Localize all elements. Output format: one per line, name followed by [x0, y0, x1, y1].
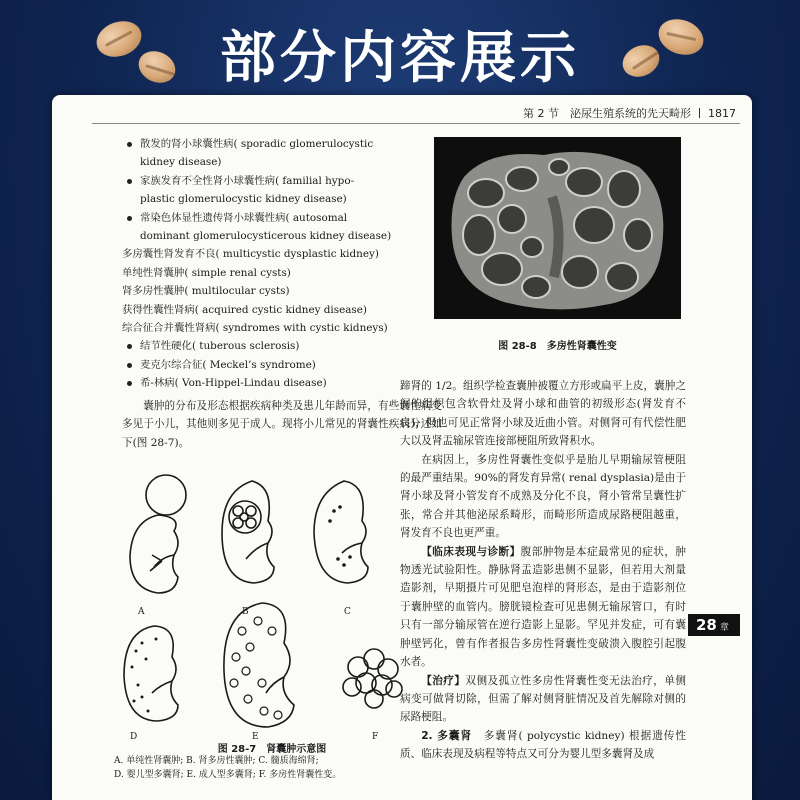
- figure-28-7-note-line-1: A. 单纯性肾囊肿; B. 肾多房性囊肿; C. 髓质海绵肾;: [114, 756, 319, 766]
- list-item: 希-林病( Von-Hippel-Lindau disease): [122, 374, 422, 392]
- chapter-suffix: 章: [719, 623, 729, 633]
- right-paragraph-4: [400, 672, 686, 727]
- list-item: 综合征合并囊性肾病( syndromes with cystic kidneys): [122, 322, 388, 335]
- clinical-text: 腹部肿物是本症最常见的症状，肿物透光试验阳性。静脉肾盂造影患侧不显影，但若用大剂量造影剂，早期摄片可见肥皂泡样的肾形态，是由于造影剂位于囊肿壁的血管内。膀胱镜检查可见患侧无输尿管口，有时只有一部分输尿管在逆行造影上显影。罕见并发症，可有囊肿壁钙化，曾有作者报告多房性肾囊性变破溃入腹腔引起腹水者。: [400, 545, 687, 669]
- polycystic-text: 多囊肾( polycystic kidney) 根据遗传性质、临床表现及病程等特点又可分为婴儿型多囊肾及成: [400, 729, 686, 761]
- diagram-label-b: B: [242, 607, 249, 617]
- diagram-label-f: F: [372, 732, 379, 741]
- diagram-b: [222, 481, 274, 583]
- clinical-heading: 【临床表现与诊断】: [421, 545, 521, 558]
- diagram-d: [124, 626, 178, 721]
- list-item: 家族发育不全性肾小球囊性病( familial hypo-: [122, 172, 422, 190]
- list-item: plastic glomerulocystic kidney disease): [140, 193, 347, 206]
- book-page: [52, 95, 752, 800]
- treatment-heading: 【治疗】: [421, 674, 466, 687]
- list-item: kidney disease): [140, 156, 222, 169]
- banner-title: 部分内容展示: [220, 26, 580, 91]
- header-divider: [699, 108, 700, 118]
- diagram-a: [130, 475, 186, 593]
- diagram-letter-labels: [130, 607, 378, 741]
- figure-28-7-note: [114, 754, 434, 782]
- list-item: dominant glomerulocysticerous kidney disease): [140, 230, 392, 243]
- list-item: 肾多房性囊肿( multilocular cysts): [122, 285, 290, 298]
- kidney-cyst-schematic: [112, 471, 422, 741]
- right-paragraph-3: [400, 543, 686, 672]
- figure-28-7-caption: 图 28-7 肾囊肿示意图: [217, 744, 327, 755]
- list-item: 单纯性肾囊肿( simple renal cysts): [122, 266, 291, 279]
- treatment-text: 双侧及孤立性多房性肾囊性变无法治疗，单侧病变可做肾切除，但需了解对侧肾脏情况及首先解除对侧的尿路梗阻。: [400, 674, 687, 724]
- diagram-f: [343, 649, 402, 708]
- right-paragraph-5: [400, 727, 686, 764]
- figure-28-8-caption: 图 28-8 多房性肾囊性变: [498, 341, 617, 352]
- right-column: [400, 377, 686, 764]
- right-paragraph-1: 蹄肾的 1/2。组织学检查囊肿被覆立方形或扁平上皮，囊肿之间的组织包含软骨灶及肾小球和曲管的初级形态(肾发育不良)，但也可见正常肾小球及近曲小管。对侧肾可有代偿性肥大以及肾盂输尿管连接部梗阻所致肾积水。: [400, 380, 686, 448]
- diagram-c: [314, 481, 368, 583]
- diagram-label-d: D: [130, 732, 138, 741]
- list-item: 获得性囊性肾病( acquired cystic kidney disease): [122, 303, 367, 316]
- list-item: 麦克尔综合征( Meckel’s syndrome): [122, 356, 422, 374]
- diagram-label-a: A: [138, 607, 145, 617]
- running-header: [523, 105, 736, 121]
- list-item: 常染色体显性遗传肾小球囊性病( autosomal: [122, 209, 422, 227]
- diagram-label-e: E: [252, 732, 259, 741]
- list-item: 多房囊性肾发育不良( multicystic dysplastic kidney): [122, 248, 379, 261]
- figure-28-7-note-line-2: D. 婴儿型多囊肾; E. 成人型多囊肾; F. 多房性肾囊性变。: [114, 770, 342, 780]
- kidney-specimen-photo: [434, 137, 681, 319]
- diagram-label-c: C: [344, 607, 351, 617]
- cystic-disease-list: [122, 135, 422, 393]
- right-paragraph-2: 在病因上，多房性肾囊性变似乎是胎儿早期输尿管梗阻的最严重结果。90%的肾发育异常( renal dysplasia)是由于肾小球及肾小管发育不成熟及分化不良，肾小管常呈囊性扩张，常合并其他泌尿系畸形，而畸形所造成尿路梗阻越重，肾发育不良也更严重。: [400, 453, 686, 540]
- header-rule: [92, 123, 740, 124]
- header-page-number: 1817: [708, 107, 736, 120]
- list-item: 散发的肾小球囊性病( sporadic glomerulocystic: [122, 135, 422, 153]
- left-paragraph: 囊肿的分布及形态根据疾病种类及患儿年龄而异，有些囊性病变多见于小儿，其他则多见于成人。现将小儿常见的肾囊性疾病分述如下(图 28-7)。: [122, 400, 442, 449]
- list-item: 结节性硬化( tuberous sclerosis): [122, 337, 422, 355]
- chapter-tab: [688, 614, 740, 636]
- diagram-e: [224, 603, 294, 727]
- chapter-number: 28: [696, 616, 717, 634]
- header-section: 第 2 节 泌尿生殖系统的先天畸形: [523, 107, 691, 120]
- polycystic-heading: 2. 多囊肾: [421, 729, 473, 742]
